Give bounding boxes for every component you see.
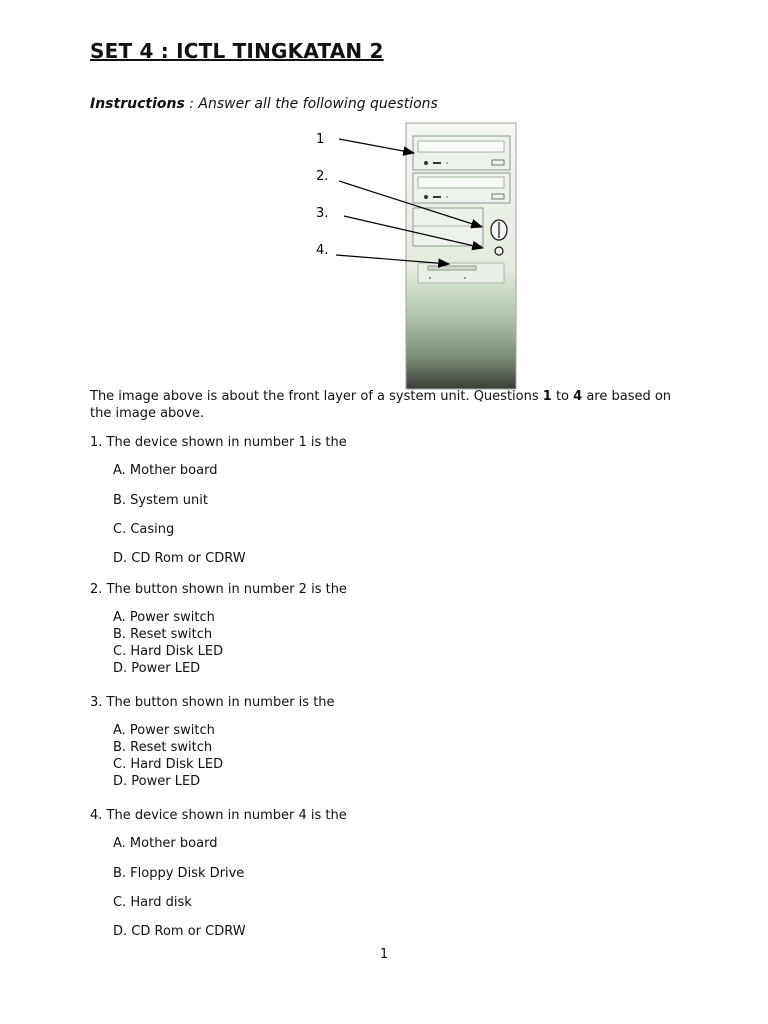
option-4d: D. CD Rom or CDRW [113, 924, 246, 939]
intro-bold-number: 1 [542, 389, 552, 404]
cd-rom-drive-1 [413, 136, 510, 170]
callout-label: 2. [316, 169, 329, 184]
intro-text: to [551, 389, 574, 404]
callout-label: 4. [316, 243, 329, 258]
option-1a: A. Mother board [113, 463, 218, 478]
intro-line-2: the image above. [90, 406, 205, 421]
question-2-stem: 2. The button shown in number 2 is the [90, 582, 347, 597]
floppy-disk-drive [418, 263, 504, 283]
option-3d: D. Power LED [113, 774, 201, 789]
power-switch [491, 220, 507, 240]
question-1-stem: 1. The device shown in number 1 is the [90, 435, 347, 450]
reset-switch [495, 247, 503, 255]
option-4b: B. Floppy Disk Drive [113, 866, 245, 881]
option-1d: D. CD Rom or CDRW [113, 551, 246, 566]
option-3c: C. Hard Disk LED [113, 757, 224, 772]
option-3a: A. Power switch [113, 723, 215, 738]
intro-line-1 [90, 388, 710, 405]
page-title: SET 4 : ICTL TINGKATAN 2 [90, 39, 384, 63]
question-4-stem: 4. The device shown in number 4 is the [90, 808, 347, 823]
option-2c: C. Hard Disk LED [113, 644, 224, 659]
instructions-label: Instructions [90, 96, 185, 112]
option-1b: B. System unit [113, 493, 208, 508]
cd-rom-drive-2 [413, 173, 510, 203]
page-number: 1 [379, 947, 389, 962]
question-3-stem: 3. The button shown in number is the [90, 695, 335, 710]
intro-text: are based on [582, 389, 672, 404]
callout-arrow [339, 139, 414, 153]
option-4a: A. Mother board [113, 836, 218, 851]
option-2a: A. Power switch [113, 610, 215, 625]
intro-bold-number: 4 [573, 389, 583, 404]
callout-label: 3. [316, 206, 329, 221]
option-4c: C. Hard disk [113, 895, 192, 910]
intro-paragraph [90, 388, 710, 422]
option-1c: C. Casing [113, 522, 175, 537]
option-2d: D. Power LED [113, 661, 201, 676]
intro-text: The image above is about the front layer of a system unit. Questions [90, 389, 543, 404]
option-2b: B. Reset switch [113, 627, 213, 642]
instructions [90, 96, 438, 112]
callout-label: 1 [316, 132, 325, 147]
system-unit-figure [300, 118, 530, 394]
option-3b: B. Reset switch [113, 740, 213, 755]
instructions-text: : Answer all the following questions [184, 96, 438, 112]
